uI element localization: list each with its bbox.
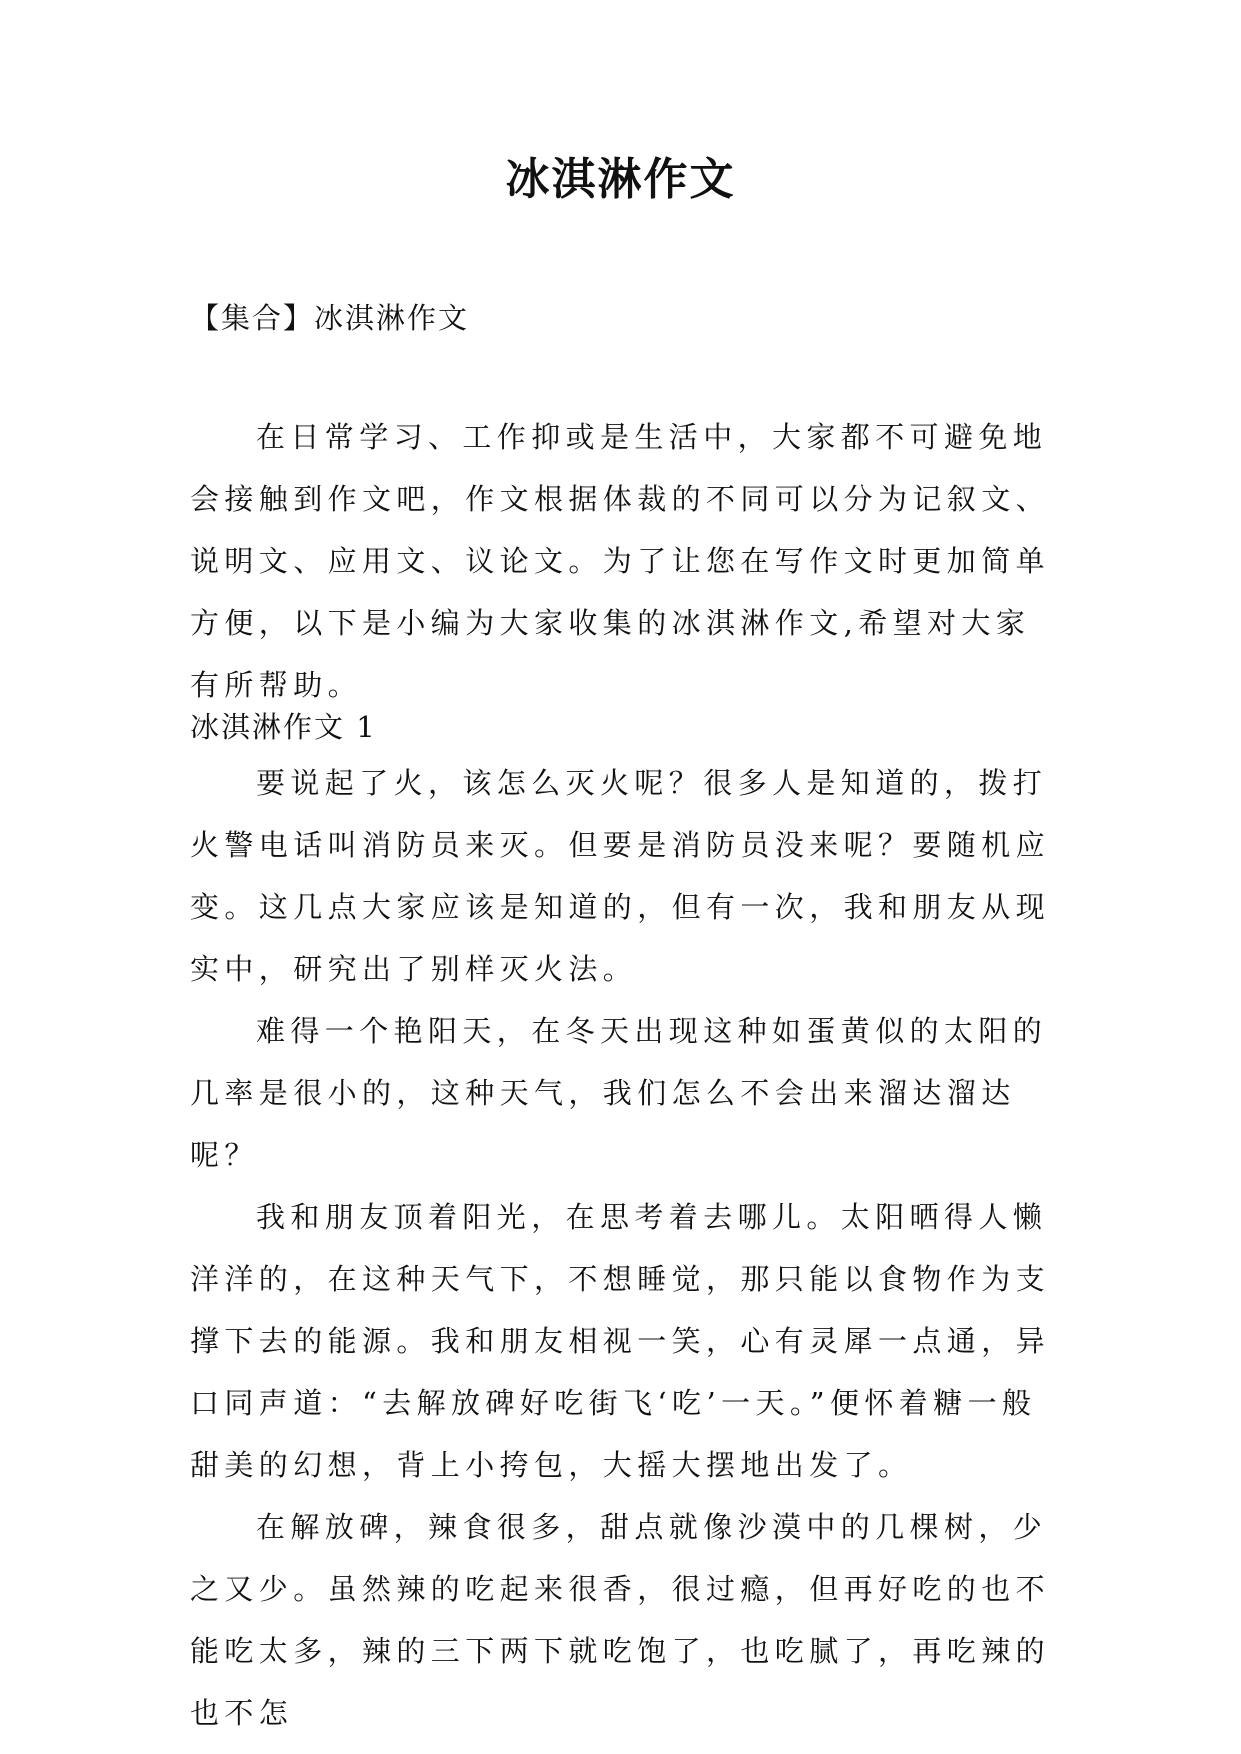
essay-paragraph: 我和朋友顶着阳光，在思考着去哪儿。太阳晒得人懒洋洋的，在这种天气下，不想睡觉，那只能以食物作为支撑下去的能源。我和朋友相视一笑，心有灵犀一点通，异口同声道：“去解放碑好吃街飞‘吃’一天。”便怀着糖一般甜美的幻想，背上小挎包，大摇大摆地出发了。 <box>190 1200 1051 1482</box>
document-subtitle: 【集合】冰淇淋作文 <box>190 301 470 335</box>
essay-paragraph: 难得一个艳阳天，在冬天出现这种如蛋黄似的太阳的几率是很小的，这种天气，我们怎么不会出来溜达溜达呢？ <box>190 1014 1048 1172</box>
section-heading: 冰淇淋作文 1 <box>190 710 377 744</box>
intro-paragraph: 在日常学习、工作抑或是生活中，大家都不可避免地会接触到作文吧，作文根据体裁的不同可以分为记叙文、说明文、应用文、议论文。为了让您在写作文时更加简单方便，以下是小编为大家收集的冰淇淋作文,希望对大家有所帮助。 <box>190 420 1051 702</box>
essay-body <box>190 752 1060 1744</box>
document-title: 冰淇淋作文 <box>505 154 736 205</box>
essay-paragraph: 要说起了火，该怎么灭火呢？很多人是知道的，拨打火警电话叫消防员来灭。但要是消防员没来呢？要随机应变。这几点大家应该是知道的，但有一次，我和朋友从现实中，研究出了别样灭火法。 <box>190 766 1051 986</box>
essay-paragraph: 在解放碑，辣食很多，甜点就像沙漠中的几棵树，少之又少。虽然辣的吃起来很香，很过瘾，但再好吃的也不能吃太多，辣的三下两下就吃饱了，也吃腻了，再吃辣的也不怎 <box>190 1510 1051 1730</box>
